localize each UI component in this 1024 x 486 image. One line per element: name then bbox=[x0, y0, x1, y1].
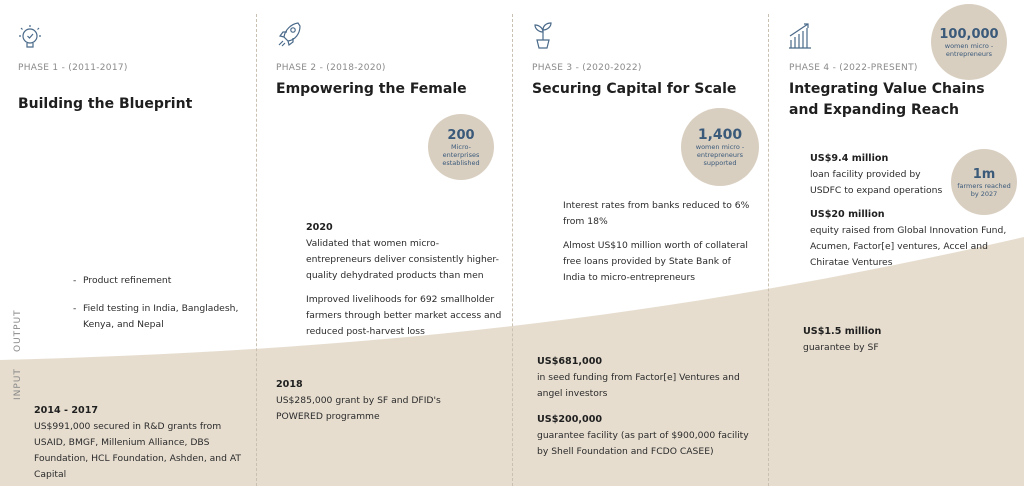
output-axis-label: OUTPUT bbox=[13, 309, 23, 352]
input-block bbox=[34, 403, 250, 483]
input-amount: US$200,000 bbox=[537, 414, 603, 425]
input-block bbox=[803, 324, 1003, 356]
metric-caption: women micro -entrepreneurs bbox=[944, 41, 994, 58]
output-block bbox=[306, 220, 502, 340]
metric-bubble bbox=[951, 149, 1017, 215]
output-block bbox=[810, 207, 1015, 271]
metric-value: 1,400 bbox=[697, 127, 743, 143]
phase-divider bbox=[768, 14, 769, 486]
output-block bbox=[810, 151, 952, 199]
input-text: US$991,000 secured in R&D grants from USAID, BMGF, Millenium Alliance, DBS Foundation, HCL Foundation, Ashden, and AT Capital bbox=[34, 421, 242, 480]
metric-value: 100,000 bbox=[939, 26, 999, 42]
list-item: - Field testing in India, Bangladesh, Kenya, and Nepal bbox=[73, 301, 248, 333]
output-text: equity raised from Global Innovation Fund, Acumen, Factor[e] ventures, Accel and Chiratae Ventures bbox=[810, 225, 1007, 268]
output-text: loan facility provided by USDFC to expand operations bbox=[810, 169, 943, 196]
metric-caption: farmers reached by 2027 bbox=[957, 181, 1011, 198]
metric-bubble bbox=[931, 4, 1007, 80]
input-axis-label: INPUT bbox=[13, 368, 23, 400]
input-text: in seed funding from Factor[e] Ventures and angel investors bbox=[537, 372, 740, 399]
output-text: Almost US$10 million worth of collateral free loans provided by State Bank of India to micro-entrepreneurs bbox=[563, 240, 748, 283]
metric-bubble bbox=[428, 114, 494, 180]
metric-caption: women micro -entrepreneurs supported bbox=[695, 143, 745, 167]
lightbulb-icon bbox=[17, 22, 43, 52]
output-block bbox=[563, 198, 753, 286]
phase-title: Integrating Value Chains and Expanding Reach bbox=[789, 81, 985, 118]
input-year: 2018 bbox=[276, 379, 303, 390]
output-amount: US$20 million bbox=[810, 209, 885, 220]
metric-value: 1m bbox=[972, 166, 996, 182]
phase-title: Empowering the Female bbox=[276, 81, 467, 97]
metric-caption: Micro-enterprises established bbox=[442, 142, 480, 167]
phase-label: PHASE 1 - (2011-2017) bbox=[18, 63, 128, 73]
phase-label: PHASE 3 - (2020-2022) bbox=[532, 63, 642, 73]
metric-bubble bbox=[681, 108, 759, 186]
output-text: Improved livelihoods for 692 smallholder farmers through better market access and reduced post-harvest loss bbox=[306, 294, 502, 337]
plant-icon bbox=[530, 20, 556, 50]
phase-title: Securing Capital for Scale bbox=[532, 81, 737, 97]
output-text: Interest rates from banks reduced to 6% from 18% bbox=[563, 200, 750, 227]
input-amount: US$681,000 bbox=[537, 356, 603, 367]
phase-divider bbox=[512, 14, 513, 486]
input-text: US$285,000 grant by SF and DFID's POWERED programme bbox=[276, 395, 441, 422]
phase-label: PHASE 4 - (2022-PRESENT) bbox=[789, 63, 918, 73]
phase-label: PHASE 2 - (2018-2020) bbox=[276, 63, 386, 73]
output-text: Validated that women micro-entrepreneurs deliver consistently higher-quality dehydrated products than men bbox=[306, 238, 499, 281]
input-year: 2014 - 2017 bbox=[34, 405, 99, 416]
output-amount: US$9.4 million bbox=[810, 153, 889, 164]
input-amount: US$1.5 million bbox=[803, 326, 882, 337]
growth-chart-icon bbox=[787, 20, 813, 50]
metric-value: 200 bbox=[447, 127, 475, 143]
input-text: guarantee by SF bbox=[803, 342, 879, 353]
output-year: 2020 bbox=[306, 222, 333, 233]
rocket-icon bbox=[276, 20, 302, 50]
list-item: - Product refinement bbox=[73, 273, 248, 289]
phase-title: Building the Blueprint bbox=[18, 96, 193, 112]
input-text: guarantee facility (as part of $900,000 facility by Shell Foundation and FCDO CASEE) bbox=[537, 430, 749, 457]
output-list bbox=[73, 273, 248, 333]
phase-divider bbox=[256, 14, 257, 486]
input-block bbox=[276, 377, 476, 425]
input-block bbox=[537, 354, 752, 460]
